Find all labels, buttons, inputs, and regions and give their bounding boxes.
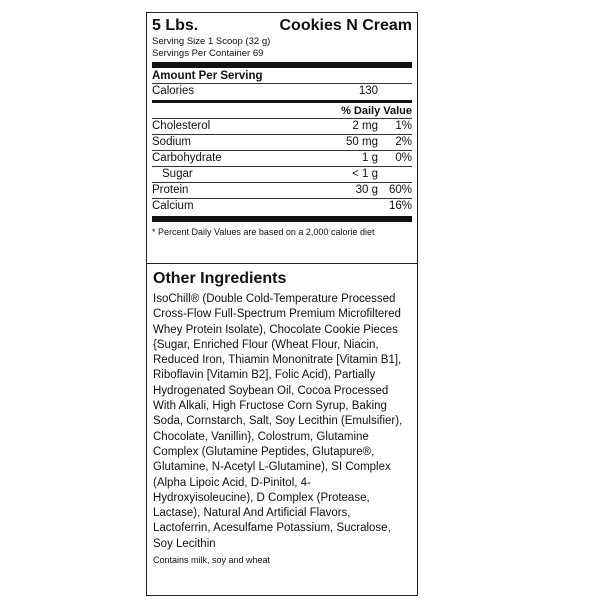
nutrient-dv: 1% — [395, 120, 412, 132]
nutrient-dv: 16% — [388, 200, 412, 212]
nutrient-row-sodium — [152, 135, 412, 151]
nutrient-row-carbohydrate — [152, 151, 412, 167]
product-flavor: Cookies N Cream — [279, 17, 412, 34]
nutrient-row-sugar — [152, 167, 412, 183]
nutrient-name: Calcium — [152, 200, 194, 212]
thick-divider — [152, 216, 412, 222]
calories-label: Calories — [152, 85, 195, 97]
nutrient-name: Sugar — [162, 168, 193, 180]
nutrient-name: Carbohydrate — [152, 152, 222, 164]
nutrient-row-cholesterol — [152, 119, 412, 135]
nutrient-amount: < 1 g — [352, 168, 378, 180]
daily-value-footnote: * Percent Daily Values are based on a 2,000 calorie diet — [152, 227, 375, 237]
nutrient-amount: 30 g — [355, 184, 378, 196]
allergen-statement: Contains milk, soy and wheat — [153, 555, 271, 566]
nutrient-row-protein — [152, 183, 412, 199]
medium-divider — [152, 100, 412, 103]
ingredients-panel — [146, 264, 418, 596]
nutrient-row-calcium — [152, 199, 412, 214]
nutrient-name: Sodium — [152, 136, 191, 148]
nutrient-amount: 1 g — [362, 152, 378, 164]
serving-size: Serving Size 1 Scoop (32 g) — [152, 36, 271, 47]
nutrient-name: Protein — [152, 184, 189, 196]
nutrient-amount — [332, 199, 378, 214]
nutrient-dv: 2% — [395, 136, 412, 148]
nutrient-amount: 2 mg — [352, 120, 378, 132]
daily-value-header: % Daily Value — [152, 104, 412, 119]
ingredients-title: Other Ingredients — [153, 270, 287, 287]
nutrient-dv: 0% — [395, 152, 412, 164]
product-size: 5 Lbs. — [152, 17, 199, 34]
thick-divider — [152, 62, 412, 68]
nutrient-amount: 50 mg — [346, 136, 378, 148]
servings-per-container: Servings Per Container 69 — [152, 48, 264, 59]
calories-row — [152, 84, 412, 99]
ingredients-text: IsoChill® (Double Cold-Temperature Processed Cross-Flow Full-Spectrum Premium Microfiltered Whey Protein Isolate), Chocolate Cookie Pieces {Sugar, Enriched Flour (Wheat Flour, Niacin, Reduced Iron, Thiamin Mononitrate [Vitamin B1], Riboflavin [Vitamin B2], Folic Acid), Partially Hydrogenated Soybean Oil, Cocoa Processed With Alkali, High Fructose Corn Syrup, Baking Soda, Cornstarch, Salt, Soy Lecithin (Emulsifier), Chocolate, Vanillin}, Colostrum, Glutamine Complex (Glutamine Peptides, Glutapure®, Glutamine, N-Acetyl L-Glutamine), SI Complex (Alpha Lipoic Acid, D-Pinitol, 4-Hydroxyisoleucine), D Complex (Protease, Lactase), Natural And Artificial Flavors, Lactoferrin, Acesulfame Potassium, Sucralose, Soy Lecithin — [153, 293, 403, 550]
calories-value: 130 — [358, 85, 378, 97]
nutrient-dv: 60% — [388, 184, 412, 196]
label-header — [152, 16, 412, 36]
nutrient-dv — [378, 167, 412, 182]
nutrient-name: Cholesterol — [152, 120, 211, 132]
nutrition-facts-label — [146, 12, 418, 264]
amount-per-serving: Amount Per Serving — [152, 70, 263, 82]
